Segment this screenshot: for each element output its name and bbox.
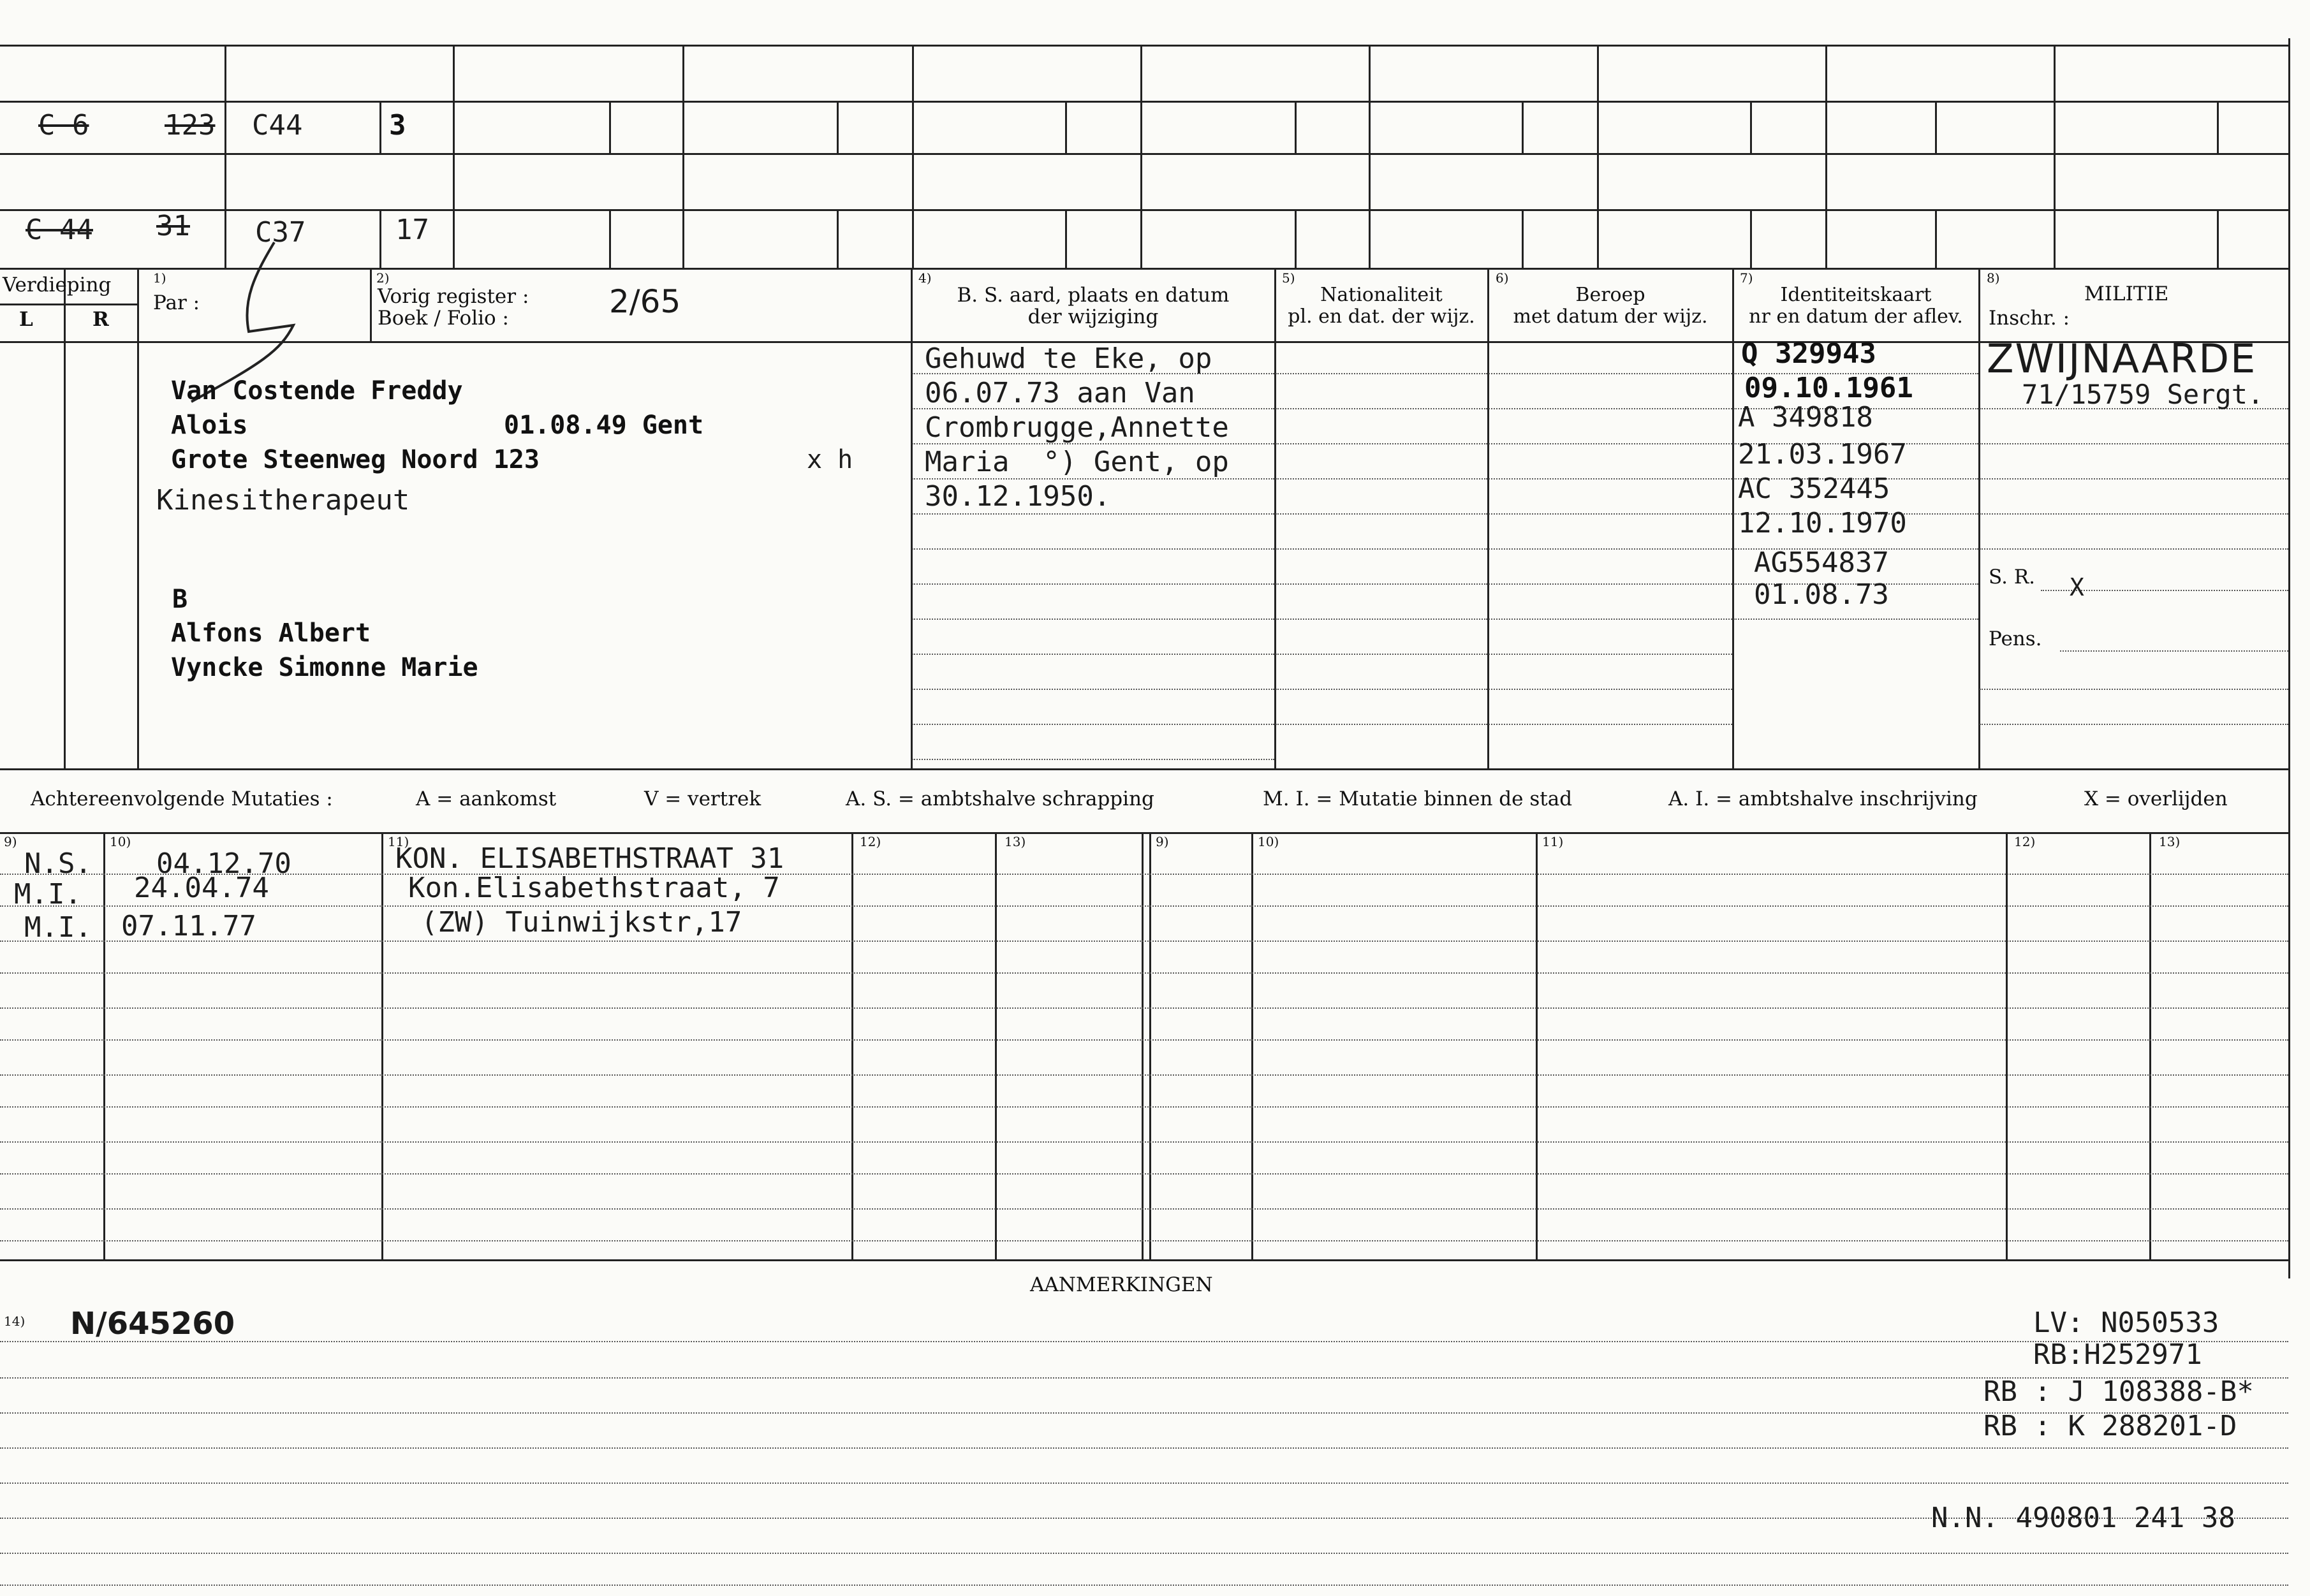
militie-place: ZWIJNAARDE xyxy=(1987,335,2257,382)
mut-header-11a: 11) xyxy=(388,834,409,849)
idcard-header-line2: nr en datum der aflev. xyxy=(1749,305,1963,328)
mutation-3-address: (ZW) Tuinwijkstr,17 xyxy=(421,906,742,939)
remarks-rb-2: RB : J 108388-B* xyxy=(1983,1375,2254,1408)
top-cell-r2-3: C37 xyxy=(255,216,306,249)
header-n5: 5) xyxy=(1282,270,1295,286)
legend-as: A. S. = ambtshalve schrapping xyxy=(846,787,1154,810)
remarks-number: N/645260 xyxy=(70,1306,235,1342)
header-n2: 2) xyxy=(376,270,390,286)
idcard-1-date: 09.10.1961 xyxy=(1744,372,1913,404)
civil-status-line-5: 30.12.1950. xyxy=(925,480,1111,513)
sr-label: S. R. xyxy=(1989,566,2036,589)
bs-header-line1: B. S. aard, plaats en datum xyxy=(957,284,1230,307)
mutation-2-address: Kon.Elisabethstraat, 7 xyxy=(408,872,780,904)
inschr-label: Inschr. : xyxy=(1989,307,2070,330)
vorig-register-value: 2/65 xyxy=(609,283,681,320)
profession-header xyxy=(1489,284,1732,328)
idcard-1-number: Q 329943 xyxy=(1741,337,1876,370)
civil-status-line-1: Gehuwd te Eke, op xyxy=(925,342,1212,375)
header-n7: 7) xyxy=(1740,270,1753,286)
sr-value: X xyxy=(2070,573,2084,601)
idcard-4-number: AG554837 xyxy=(1754,546,1889,579)
remarks-rb-3: RB : K 288201-D xyxy=(1983,1410,2237,1442)
remarks-title: AANMERKINGEN xyxy=(1030,1273,1213,1296)
legend-v: V = vertrek xyxy=(644,787,761,810)
mut-header-10a: 10) xyxy=(110,834,131,849)
mut-header-11b: 11) xyxy=(1542,834,1564,849)
nationality-header-line1: Nationaliteit xyxy=(1320,284,1443,306)
idcard-header-line1: Identiteitskaart xyxy=(1780,284,1932,306)
legend-title: Achtereenvolgende Mutaties : xyxy=(31,787,333,810)
par-label: Par : xyxy=(153,291,200,314)
idcard-4-date: 01.08.73 xyxy=(1754,578,1889,611)
parents-b: B xyxy=(172,585,188,614)
legend-x: X = overlijden xyxy=(2084,787,2228,810)
idcard-3-number: AC 352445 xyxy=(1738,472,1890,505)
mut-header-13a: 13) xyxy=(1004,834,1026,849)
bs-header-line2: der wijziging xyxy=(1027,305,1159,328)
person-sex: x h xyxy=(807,445,853,474)
civil-status-line-3: Crombrugge,Annette xyxy=(925,411,1229,444)
verdieping-label: Verdieping xyxy=(3,274,112,297)
legend-ai: A. I. = ambtshalve inschrijving xyxy=(1668,787,1978,810)
nationality-header-line2: pl. en dat. der wijz. xyxy=(1288,305,1475,328)
header-n1: 1) xyxy=(153,270,166,286)
civil-status-line-4: Maria °) Gent, op xyxy=(925,446,1229,478)
mut-header-9a: 9) xyxy=(4,834,17,849)
idcard-2-date: 21.03.1967 xyxy=(1738,438,1907,471)
top-cell-r1-4: 3 xyxy=(389,109,406,142)
top-cell-r2-4: 17 xyxy=(395,214,429,246)
mutation-1-date: 04.12.70 xyxy=(156,847,291,880)
mother-name: Vyncke Simonne Marie xyxy=(171,653,478,682)
header-n8: 8) xyxy=(1987,270,2000,286)
remarks-nn: N.N. 490801 241 38 xyxy=(1931,1502,2235,1534)
header-n4: 4) xyxy=(918,270,932,286)
idcard-2-number: A 349818 xyxy=(1738,401,1873,434)
mut-header-9b: 9) xyxy=(1156,834,1169,849)
person-profession: Kinesitherapeut xyxy=(156,484,410,516)
remarks-rb-1: RB:H252971 xyxy=(2033,1338,2202,1371)
militie-number: 71/15759 Sergt. xyxy=(2022,379,2264,410)
pens-label: Pens. xyxy=(1989,627,2042,650)
mutation-3-code: M.I. xyxy=(24,911,92,944)
top-cell-r2-2: 31 xyxy=(156,210,190,242)
vorig-register-label: Vorig register : xyxy=(378,285,529,308)
idcard-3-date: 12.10.1970 xyxy=(1738,507,1907,539)
top-cell-r1-3: C44 xyxy=(252,109,303,142)
top-cell-r1-2: 123 xyxy=(165,109,216,142)
civil-status-line-2: 06.07.73 aan Van xyxy=(925,377,1195,409)
legend-mi: M. I. = Mutatie binnen de stad xyxy=(1263,787,1573,810)
top-cell-r2-1: C 44 xyxy=(26,214,93,246)
mutation-2-code: M.I. xyxy=(14,878,82,911)
mutation-3-date: 07.11.77 xyxy=(121,910,256,942)
top-cell-r1-1: C 6 xyxy=(38,109,89,142)
mutation-1-address: KON. ELISABETHSTRAAT 31 xyxy=(395,842,784,875)
father-name: Alfons Albert xyxy=(171,619,371,648)
boek-folio-label: Boek / Folio : xyxy=(378,307,509,330)
profession-header-line1: Beroep xyxy=(1575,284,1645,306)
legend-a: A = aankomst xyxy=(416,787,557,810)
person-name: Van Costende Freddy xyxy=(171,376,463,406)
mut-header-13b: 13) xyxy=(2159,834,2181,849)
remarks-n14: 14) xyxy=(4,1314,26,1329)
nationality-header xyxy=(1276,284,1487,328)
person-first-name: Alois xyxy=(171,411,248,440)
militie-header: MILITIE xyxy=(2084,282,2169,305)
person-birth: 01.08.49 Gent xyxy=(504,411,704,440)
mutation-2-date: 24.04.74 xyxy=(134,872,269,904)
mutation-1-code: N.S. xyxy=(24,847,92,880)
remarks-lv: LV: N050533 xyxy=(2033,1307,2219,1339)
bs-header xyxy=(912,284,1274,328)
mut-header-12a: 12) xyxy=(860,834,881,849)
verdieping-l: L xyxy=(19,308,33,331)
mut-header-12b: 12) xyxy=(2014,834,2036,849)
idcard-header xyxy=(1733,284,1978,328)
person-street: Grote Steenweg Noord 123 xyxy=(171,445,540,474)
verdieping-r: R xyxy=(92,308,109,331)
header-n6: 6) xyxy=(1496,270,1509,286)
profession-header-line2: met datum der wijz. xyxy=(1513,305,1708,328)
mut-header-10b: 10) xyxy=(1258,834,1279,849)
